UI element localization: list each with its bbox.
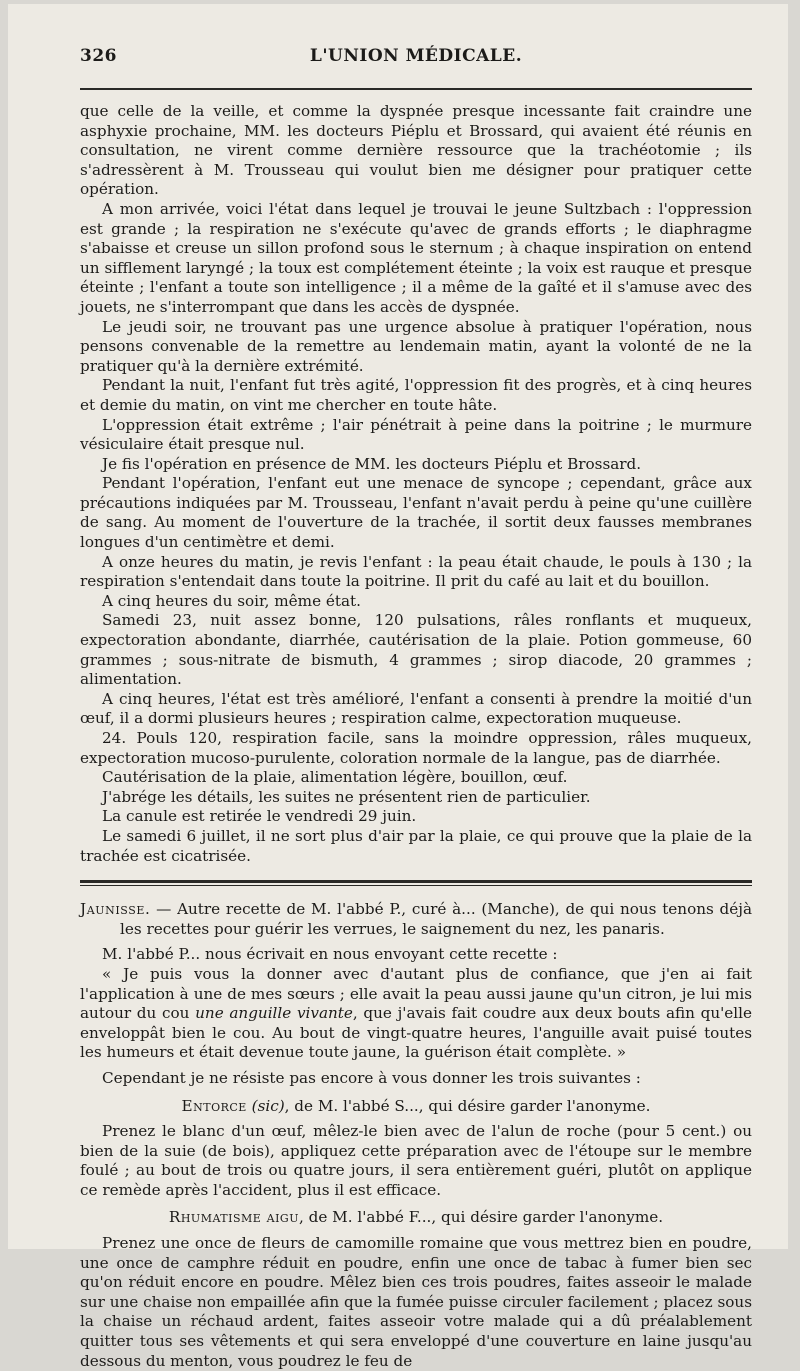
case-paragraph: A cinq heures du soir, même état. [102, 591, 361, 610]
case-paragraph: que celle de la veille, et comme la dyspnée presque incessante fait craindre une asphyxie prochaine, MM. les docteurs Piéplu et Brossard, qui avaient été réunis en consultation, ne virent comme dernière ressource que la trachéotomie ; ils s'adressèrent à M. Trousseau qui voulut bien me désigner pour pratiquer cette opération. [80, 102, 752, 199]
case-paragraph: Cautérisation de la plaie, alimentation légère, bouillon, œuf. [102, 768, 568, 787]
journal-page [8, 4, 788, 1370]
running-head [80, 46, 752, 72]
case-paragraph: A cinq heures, l'état est très amélioré, l'enfant a consenti à prendre la moitié d'un œuf, il a dormi plusieurs heures ; respiration calme, expectoration muqueuse. [80, 689, 752, 728]
notice-intro: M. l'abbé P... nous écrivait en nous envoyant cette recette : [102, 945, 558, 964]
entorse-recipe: Prenez le blanc d'un œuf, mêlez-le bien avec de l'alun de roche (pour 5 cent.) ou bien de la suie (de bois), appliquez cette préparation avec de l'étoupe sur le membre foulé ; au bout de trois ou quatre jours, il sera entièrement guéri, plutôt on applique ce remède après l'accident, plus il est efficace. [80, 1122, 752, 1199]
page-number: 326 [80, 46, 117, 66]
section-divider [80, 880, 752, 886]
case-paragraph: Pendant la nuit, l'enfant fut très agité, l'oppression fit des progrès, et à cinq heures et demie du matin, on vint me chercher en toute hâte. [80, 376, 752, 414]
case-paragraph: Le samedi 6 juillet, il ne sort plus d'air par la plaie, ce qui prouve que la plaie de la trachée est cicatrisée. [80, 826, 752, 865]
notice-heading-text: — Autre recette de M. l'abbé P., curé à... (Manche), de qui nous tenons déjà les recettes pour guérir les verrues, le saignement du nez, les panaris. [120, 900, 752, 938]
case-paragraph: Je fis l'opération en présence de MM. les docteurs Piéplu et Brossard. [102, 454, 642, 473]
rhumatisme-heading-rest: , de M. l'abbé F..., qui désire garder l'anonyme. [298, 1208, 664, 1227]
remedies-notice [80, 900, 752, 1371]
case-paragraph: J'abrége les détails, les suites ne présentent rien de particulier. [102, 787, 591, 806]
entorse-title: Entorce [181, 1096, 247, 1115]
letter-text-before: « Je puis vous la donner avec d'autant plus de confiance, que j'en ai fait l'application à une de mes sœurs ; elle avait la peau aussi jaune qu'un citron, je lui mis autour du cou [80, 964, 752, 1023]
entorse-sic: (sic) [251, 1096, 285, 1115]
case-paragraph: Samedi 23, nuit assez bonne, 120 pulsations, râles ronflants et muqueux, expectoration abondante, diarrhée, cautérisation de la plaie. Potion gommeuse, 60 grammes ; sous-nitrate de bismuth, 4 grammes ; sirop diacode, 20 grammes ; alimentation. [80, 611, 752, 689]
letter-quote [80, 965, 752, 1063]
header-rule [80, 88, 752, 90]
case-paragraph: 24. Pouls 120, respiration facile, sans la moindre oppression, râles muqueux, expectoration mucoso-purulente, coloration normale de la langue, pas de diarrhée. [80, 729, 752, 767]
case-paragraph: L'oppression était extrême ; l'air pénétrait à peine dans la poitrine ; le murmure vésiculaire était presque nul. [80, 415, 752, 454]
journal-title: L'UNION MÉDICALE. [309, 46, 523, 66]
case-paragraph: La canule est retirée le vendredi 29 juin. [102, 807, 417, 826]
case-report [80, 102, 752, 866]
letter-italic-text: une anguille vivante [195, 1004, 353, 1023]
notice-heading [80, 900, 752, 939]
letter-text-after: , que j'avais fait coudre aux deux bouts afin qu'elle enveloppât bien le cou. Au bout de vingt-quatre heures, l'anguille avait puisé toutes les humeurs et était devenue toute jaune, la guérison était complète. » [80, 1004, 752, 1062]
transition-text: Cependant je ne résiste pas encore à vous donner les trois suivantes : [102, 1068, 641, 1087]
case-paragraph: Pendant l'opération, l'enfant eut une menace de syncope ; cependant, grâce aux précautions indiquées par M. Trousseau, l'enfant n'avait perdu à peine qu'une cuillère de sang. Au moment de l'ouverture de la trachée, il sortit deux fausses membranes longues d'un centimètre et demi. [80, 474, 752, 552]
case-paragraph: A mon arrivée, voici l'état dans lequel je trouvai le jeune Sultzbach : l'oppression est grande ; la respiration ne s'exécute qu'avec de grands efforts ; le diaphragme s'abaisse et creuse un sillon profond sous le sternum ; à chaque inspiration on entend un sifflement laryngé ; la toux est complétement éteinte ; la voix est rauque et presque éteinte ; l'enfant a toute son intelligence ; il a même de la gaîté et il s'amuse avec des jouets, ne s'interrompant que dans les accès de dyspnée. [80, 199, 752, 316]
notice-heading-word: Jaunisse. [80, 900, 151, 919]
case-paragraph: Le jeudi soir, ne trouvant pas une urgence absolue à pratiquer l'opération, nous pensons convenable de la remettre au lendemain matin, ayant la volonté de ne la pratiquer qu'à la dernière extrémité. [80, 317, 752, 375]
rhumatisme-title: Rhumatisme aigu [168, 1208, 299, 1227]
rhumatisme-recipe: Prenez une once de fleurs de camomille romaine que vous mettrez bien en poudre, une once de camphre réduit en poudre, enfin une once de tabac à fumer bien sec qu'on réduit encore en poudre. Mêlez bien ces trois poudres, faites asseoir le malade sur une chaise non empaillée afin que la fumée puisse circuler facilement ; placez sous la chaise un réchaud ardent, faites asseoir votre malade qui a dû préalablement quitter tous ses vêtements et qui sera enveloppé d'une couverture en laine jusqu'au dessous du menton, vous poudrez le feu de [80, 1234, 752, 1370]
entorse-heading [80, 1097, 752, 1117]
rhumatisme-heading [80, 1208, 752, 1228]
entorse-heading-rest: , de M. l'abbé S..., qui désire garder l'anonyme. [284, 1096, 651, 1115]
case-paragraph: A onze heures du matin, je revis l'enfant : la peau était chaude, le pouls à 130 ; la respiration s'entendait dans toute la poitrine. Il prit du café au lait et du bouillon. [80, 552, 752, 591]
